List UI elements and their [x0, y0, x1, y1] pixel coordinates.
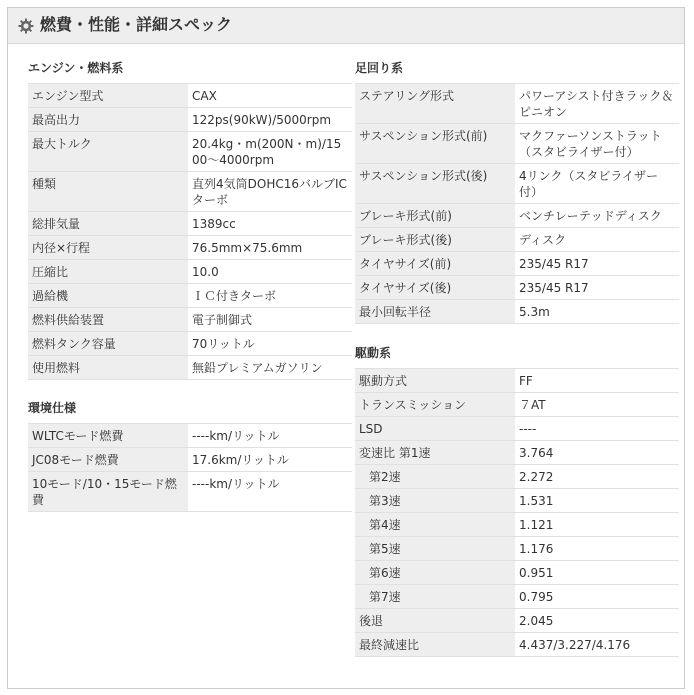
spec-label: 使用燃料	[28, 356, 188, 380]
spec-row	[28, 356, 352, 380]
spec-label: WLTCモード燃費	[28, 424, 188, 448]
spec-row	[28, 332, 352, 356]
spec-row	[28, 308, 352, 332]
spec-value: ７AT	[515, 393, 679, 417]
spec-row	[355, 252, 679, 276]
spec-label: サスペンション形式(前)	[355, 124, 515, 164]
spec-value: CAX	[188, 84, 352, 108]
spec-value: ----km/リットル	[188, 424, 352, 448]
spec-value: 1.531	[515, 489, 679, 513]
spec-row	[355, 537, 679, 561]
spec-label: 第7速	[355, 585, 515, 609]
spec-value: 76.5mm×75.6mm	[188, 236, 352, 260]
spec-row	[355, 489, 679, 513]
spec-value: 235/45 R17	[515, 276, 679, 300]
spec-row	[28, 284, 352, 308]
panel-header	[8, 8, 684, 44]
spec-label: 10モード/10・15モード燃費	[28, 472, 188, 512]
spec-label: タイヤサイズ(前)	[355, 252, 515, 276]
spec-value: 70リットル	[188, 332, 352, 356]
spec-value: 4リンク（スタビライザー付）	[515, 164, 679, 204]
spec-row	[355, 633, 679, 657]
spec-value: ディスク	[515, 228, 679, 252]
spec-row	[355, 276, 679, 300]
spec-value: 235/45 R17	[515, 252, 679, 276]
spec-row	[355, 204, 679, 228]
spec-label: エンジン型式	[28, 84, 188, 108]
spec-label: 圧縮比	[28, 260, 188, 284]
section-title-suspension: 足回り系	[355, 61, 404, 75]
spec-row	[28, 172, 352, 212]
spec-label: JC08モード燃費	[28, 448, 188, 472]
spec-value: 1389cc	[188, 212, 352, 236]
spec-value: ----	[515, 417, 679, 441]
spec-label: 第5速	[355, 537, 515, 561]
spec-row	[355, 124, 679, 164]
spec-value: 2.272	[515, 465, 679, 489]
spec-row	[28, 212, 352, 236]
spec-label: トランスミッション	[355, 393, 515, 417]
spec-row	[355, 441, 679, 465]
spec-label: 後退	[355, 609, 515, 633]
spec-row	[28, 424, 352, 448]
spec-value: 1.176	[515, 537, 679, 561]
spec-value: 3.764	[515, 441, 679, 465]
spec-row	[355, 228, 679, 252]
spec-value: ＩＣ付きターボ	[188, 284, 352, 308]
spec-label: タイヤサイズ(後)	[355, 276, 515, 300]
spec-label: 第2速	[355, 465, 515, 489]
spec-row	[355, 561, 679, 585]
spec-row	[355, 164, 679, 204]
spec-row	[355, 393, 679, 417]
spec-label: 最高出力	[28, 108, 188, 132]
spec-value: 0.951	[515, 561, 679, 585]
environment-table	[28, 423, 352, 512]
spec-value: 17.6km/リットル	[188, 448, 352, 472]
spec-value: 1.121	[515, 513, 679, 537]
spec-value: 0.795	[515, 585, 679, 609]
spec-row	[355, 513, 679, 537]
section-title-drive: 駆動系	[355, 346, 392, 360]
drive-table	[355, 368, 679, 657]
spec-value: ベンチレーテッドディスク	[515, 204, 679, 228]
spec-value: パワーアシスト付きラック＆ピニオン	[515, 84, 679, 124]
spec-label: 総排気量	[28, 212, 188, 236]
spec-label: 駆動方式	[355, 369, 515, 393]
spec-value: 4.437/3.227/4.176	[515, 633, 679, 657]
spec-label: ステアリング形式	[355, 84, 515, 124]
spec-row	[28, 108, 352, 132]
spec-value: 無鉛プレミアムガソリン	[188, 356, 352, 380]
spec-label: 燃料供給装置	[28, 308, 188, 332]
spec-label: 最大トルク	[28, 132, 188, 172]
spec-label: 過給機	[28, 284, 188, 308]
spec-label: サスペンション形式(後)	[355, 164, 515, 204]
spec-value: 電子制御式	[188, 308, 352, 332]
spec-value: FF	[515, 369, 679, 393]
spec-label: ブレーキ形式(前)	[355, 204, 515, 228]
spec-label: 燃料タンク容量	[28, 332, 188, 356]
spec-value: ----km/リットル	[188, 472, 352, 512]
spec-row	[28, 132, 352, 172]
spec-label: 種類	[28, 172, 188, 212]
spec-row	[355, 84, 679, 124]
spec-value: 20.4kg・m(200N・m)/1500～4000rpm	[188, 132, 352, 172]
spec-panel	[7, 7, 685, 689]
suspension-table	[355, 83, 679, 324]
spec-value: マクファーソンストラット（スタビライザー付）	[515, 124, 679, 164]
spec-label: 第3速	[355, 489, 515, 513]
spec-label: 最終減速比	[355, 633, 515, 657]
page-title: 燃費・性能・詳細スペック	[40, 15, 233, 34]
spec-value: 直列4気筒DOHC16バルブICターボ	[188, 172, 352, 212]
spec-row	[355, 465, 679, 489]
spec-label: 変速比 第1速	[355, 441, 515, 465]
section-title-environment: 環境仕様	[28, 401, 77, 415]
spec-row	[355, 417, 679, 441]
spec-row	[355, 585, 679, 609]
spec-row	[355, 609, 679, 633]
spec-label: 内径×行程	[28, 236, 188, 260]
spec-row	[355, 369, 679, 393]
spec-row	[28, 84, 352, 108]
engine-table	[28, 83, 352, 380]
spec-value: 5.3m	[515, 300, 679, 324]
gear-icon	[18, 18, 34, 34]
spec-row	[28, 472, 352, 512]
spec-label: 最小回転半径	[355, 300, 515, 324]
spec-value: 2.045	[515, 609, 679, 633]
spec-row	[28, 260, 352, 284]
spec-value: 10.0	[188, 260, 352, 284]
spec-label: 第6速	[355, 561, 515, 585]
spec-row	[28, 448, 352, 472]
spec-label: ブレーキ形式(後)	[355, 228, 515, 252]
spec-row	[28, 236, 352, 260]
spec-label: 第4速	[355, 513, 515, 537]
spec-value: 122ps(90kW)/5000rpm	[188, 108, 352, 132]
section-title-engine: エンジン・燃料系	[28, 61, 124, 75]
spec-label: LSD	[355, 417, 515, 441]
spec-row	[355, 300, 679, 324]
